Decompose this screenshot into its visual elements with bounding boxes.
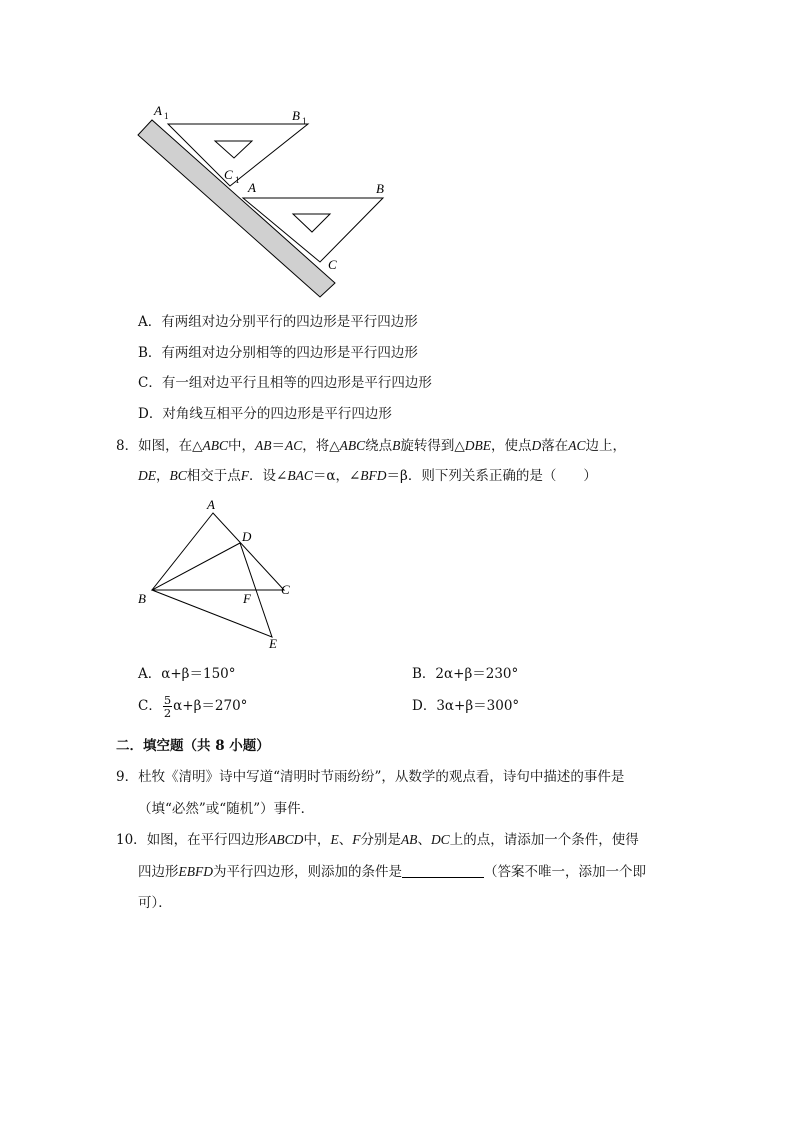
text: ， bbox=[156, 468, 170, 484]
label-B: B bbox=[138, 591, 146, 606]
label-D: D bbox=[242, 529, 252, 544]
section-title: 二．填空题（共 8 小题） bbox=[116, 738, 270, 754]
answer-blank[interactable] bbox=[402, 863, 484, 878]
q7-option-d bbox=[138, 404, 392, 424]
option-letter: A． bbox=[138, 314, 162, 330]
fraction-denominator: 2 bbox=[163, 706, 172, 720]
var: AB bbox=[400, 832, 418, 847]
q8-option-d bbox=[412, 696, 519, 716]
text: 上的点，请添加一个条件，使得 bbox=[449, 832, 639, 848]
label-A: A bbox=[207, 497, 215, 512]
q7-option-b bbox=[138, 343, 418, 363]
figure-rotated-triangles bbox=[130, 492, 300, 654]
option-letter: C． bbox=[138, 375, 162, 391]
text: ．设∠ bbox=[249, 468, 288, 484]
var: F bbox=[240, 468, 250, 483]
text: ，使点 bbox=[491, 438, 532, 454]
option-expr: α+β＝150° bbox=[161, 666, 236, 682]
label-A1-sub: 1 bbox=[164, 111, 169, 121]
option-letter: D． bbox=[138, 406, 163, 422]
option-text: 有两组对边分别相等的四边形是平行四边形 bbox=[161, 345, 418, 361]
var: EBFD bbox=[178, 864, 213, 879]
text: ，将△ bbox=[302, 438, 340, 454]
label-F: F bbox=[243, 591, 251, 606]
option-letter: A． bbox=[138, 666, 162, 682]
text: ＝α，∠ bbox=[312, 468, 361, 484]
var: AC bbox=[284, 438, 303, 453]
text: 边上， bbox=[585, 438, 627, 454]
text: 、 bbox=[417, 832, 431, 848]
var: F bbox=[352, 832, 361, 847]
label-C: C bbox=[281, 582, 290, 597]
var: ABCD bbox=[268, 832, 304, 847]
text: 落在 bbox=[541, 438, 569, 454]
fraction bbox=[163, 694, 172, 719]
q8-line-2 bbox=[138, 466, 597, 486]
option-letter: D． bbox=[412, 698, 437, 714]
var: BC bbox=[169, 468, 187, 483]
label-B: B bbox=[376, 181, 384, 196]
label-C1: C bbox=[224, 167, 233, 182]
text: 中， bbox=[227, 438, 255, 454]
text: 如图，在平行四边形 bbox=[146, 832, 269, 848]
text: 如图，在△ bbox=[138, 438, 203, 454]
q10-line-3 bbox=[138, 893, 172, 913]
option-expr: 2α+β＝230° bbox=[435, 666, 519, 682]
option-text: 有一组对边平行且相等的四边形是平行四边形 bbox=[161, 375, 432, 391]
var: AC bbox=[568, 438, 586, 453]
text: 相交于点 bbox=[186, 468, 241, 484]
option-letter: B． bbox=[412, 666, 436, 682]
label-A: A bbox=[248, 180, 256, 195]
q9-line-1 bbox=[116, 767, 624, 787]
text: 为平行四边形，则添加的条件是 bbox=[213, 864, 402, 880]
var: E bbox=[330, 832, 339, 847]
text: 旋转得到△ bbox=[400, 438, 465, 454]
q10-line-2 bbox=[138, 862, 646, 882]
text: ＝β．则下列关系正确的是（ ） bbox=[386, 468, 597, 484]
text: 四边形 bbox=[138, 864, 179, 880]
option-expr: 3α+β＝300° bbox=[436, 698, 520, 714]
text: （答案不唯一，添加一个即 bbox=[484, 864, 646, 880]
var: AB bbox=[254, 438, 272, 453]
text: 中， bbox=[303, 832, 331, 848]
var: ABC bbox=[339, 438, 366, 453]
q8-line-1 bbox=[116, 436, 626, 456]
q8-option-b bbox=[412, 664, 518, 684]
option-text: 对角线互相平分的四边形是平行四边形 bbox=[162, 406, 392, 422]
text: 杜牧《清明》诗中写道“清明时节雨纷纷”，从数学的观点看，诗句中描述的事件是 bbox=[138, 769, 625, 785]
q9-line-2 bbox=[138, 799, 314, 819]
q7-option-a bbox=[138, 312, 418, 332]
var: DE bbox=[138, 468, 156, 483]
option-letter: B． bbox=[138, 345, 162, 361]
q8-option-a bbox=[138, 664, 236, 684]
var: ABC bbox=[202, 438, 228, 453]
question-number: 10． bbox=[116, 832, 147, 848]
text: 、 bbox=[338, 832, 353, 848]
q8-option-c bbox=[138, 690, 247, 722]
text: （填“必然”或“随机”）事件． bbox=[138, 801, 315, 817]
var: DBE bbox=[464, 438, 492, 453]
question-number: 8． bbox=[116, 438, 139, 454]
text: 绕点 bbox=[365, 438, 393, 454]
label-B1: B bbox=[292, 108, 300, 123]
text: 可）． bbox=[138, 895, 172, 911]
label-C: C bbox=[328, 257, 337, 272]
var: BFD bbox=[360, 468, 387, 483]
label-A1: A bbox=[154, 103, 162, 118]
q10-line-1 bbox=[116, 830, 639, 850]
text: ＝ bbox=[271, 438, 285, 454]
var: D bbox=[531, 438, 542, 453]
option-text: 有两组对边分别平行的四边形是平行四边形 bbox=[161, 314, 418, 330]
label-E: E bbox=[269, 636, 277, 651]
var: DC bbox=[430, 832, 450, 847]
triangle-abc bbox=[152, 513, 284, 590]
option-expr: α+β＝270° bbox=[173, 698, 248, 714]
label-C1-sub: 1 bbox=[235, 175, 240, 185]
fraction-numerator: 5 bbox=[163, 693, 172, 707]
var: BAC bbox=[287, 468, 313, 483]
option-letter: C． bbox=[138, 698, 162, 714]
var: B bbox=[392, 438, 401, 453]
text: 分别是 bbox=[360, 832, 401, 848]
question-number: 9． bbox=[116, 769, 139, 785]
figure-ruler-set-squares bbox=[130, 100, 410, 305]
q7-option-c bbox=[138, 373, 432, 393]
label-B1-sub: 1 bbox=[302, 116, 307, 126]
